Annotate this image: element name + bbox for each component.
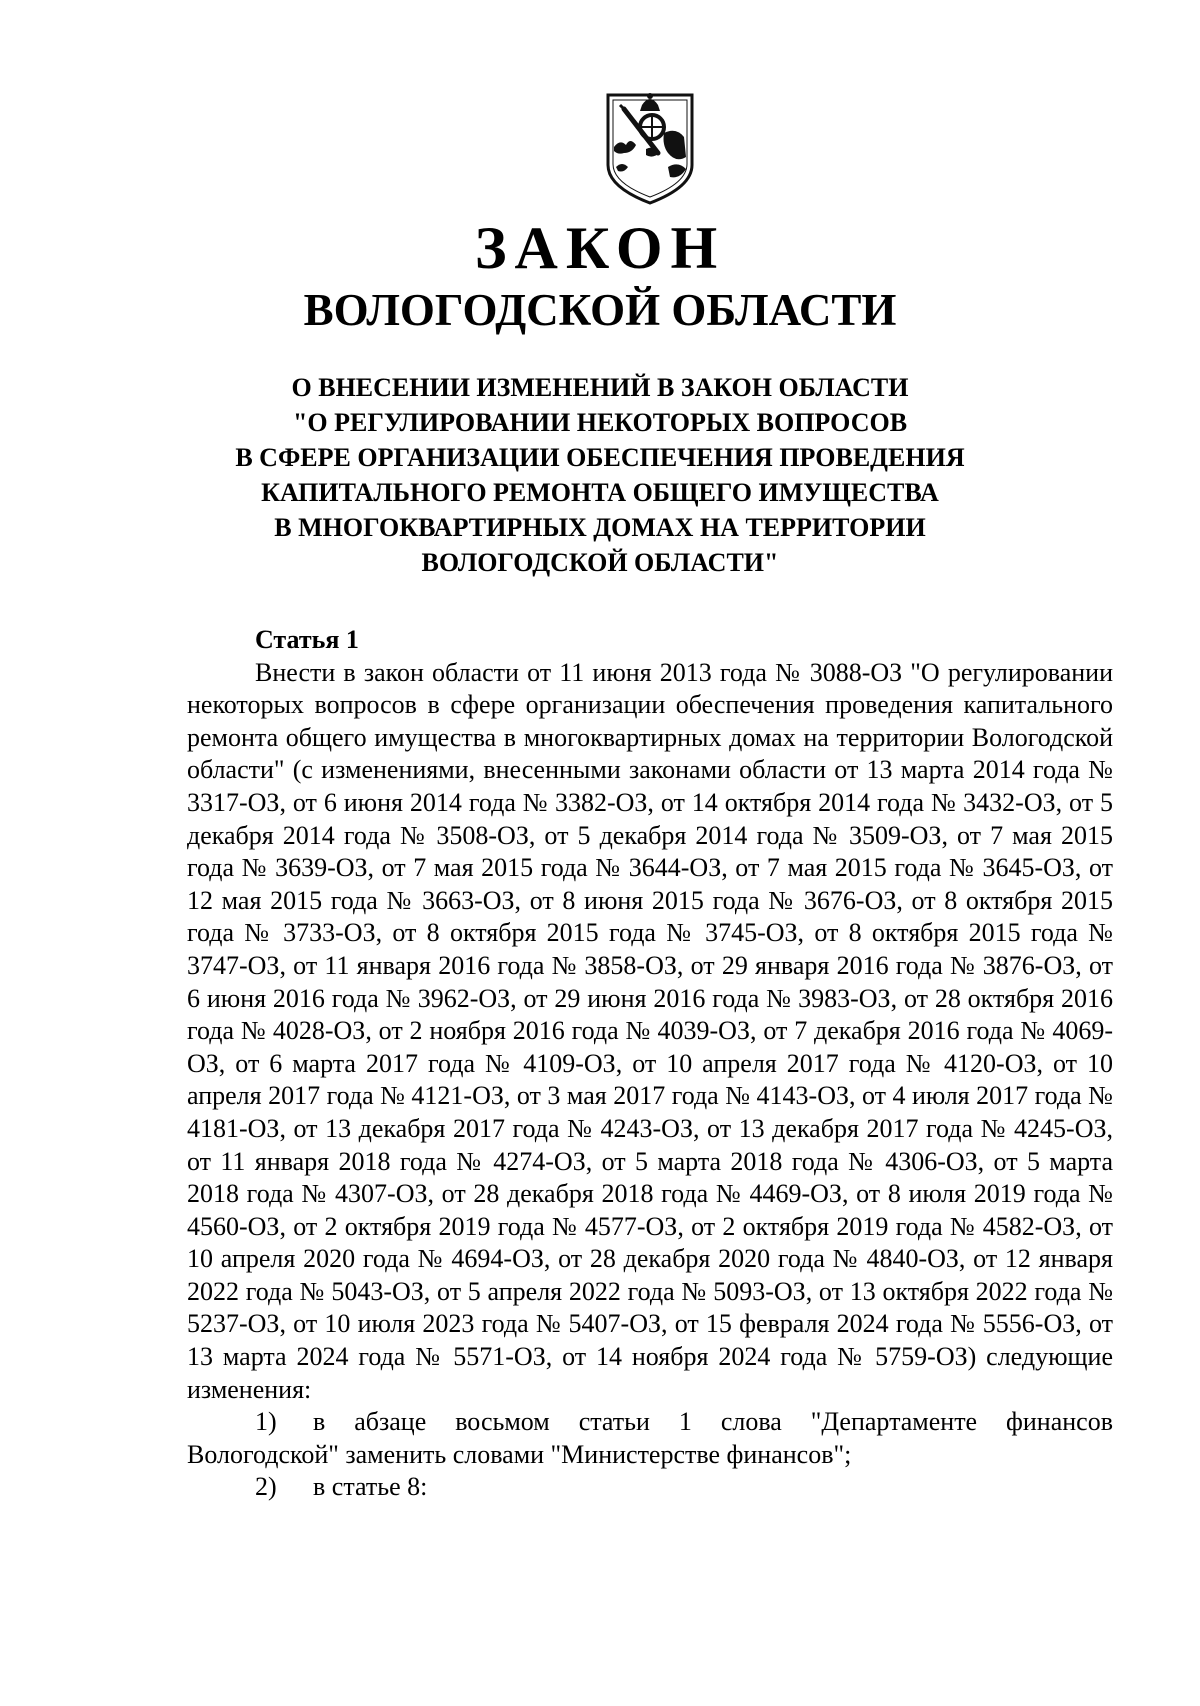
list-item	[187, 1471, 1113, 1504]
subject-line: В СФЕРЕ ОРГАНИЗАЦИИ ОБЕСПЕЧЕНИЯ ПРОВЕДЕНИЯ	[235, 443, 965, 472]
subject-line: "О РЕГУЛИРОВАНИИ НЕКОТОРЫХ ВОПРОСОВ	[292, 408, 908, 437]
article-heading: Статья 1	[255, 625, 359, 654]
subject-line: КАПИТАЛЬНОГО РЕМОНТА ОБЩЕГО ИМУЩЕСТВА	[261, 478, 939, 507]
vologda-coat-of-arms-icon	[602, 87, 698, 207]
list-item-number: 1)	[255, 1407, 277, 1437]
law-subject	[200, 370, 1000, 580]
article-intro-paragraph: Внести в закон области от 11 июня 2013 года № 3088-ОЗ "О регулировании некоторых вопросов в сфере организации обеспечения проведения капитального ремонта общего имущества в многоквартирных домах на территории Вологодской области" (с изменениями, внесенными законами области от 13 марта 2014 года № 3317-ОЗ, от 6 июня 2014 года № 3382-ОЗ, от 14 октября 2014 года № 3432-ОЗ, от 5 декабря 2014 года № 3508-ОЗ, от 5 декабря 2014 года № 3509-ОЗ, от 7 мая 2015 года № 3639-ОЗ, от 7 мая 2015 года № 3644-ОЗ, от 7 мая 2015 года № 3645-ОЗ, от 12 мая 2015 года № 3663-ОЗ, от 8 июня 2015 года № 3676-ОЗ, от 8 октября 2015 года № 3733-ОЗ, от 8 октября 2015 года № 3745-ОЗ, от 8 октября 2015 года № 3747-ОЗ, от 11 января 2016 года № 3858-ОЗ, от 29 января 2016 года № 3876-ОЗ, от 6 июня 2016 года № 3962-ОЗ, от 29 июня 2016 года № 3983-ОЗ, от 28 октября 2016 года № 4028-ОЗ, от 2 ноября 2016 года № 4039-ОЗ, от 7 декабря 2016 года № 4069-ОЗ, от 6 марта 2017 года № 4109-ОЗ, от 10 апреля 2017 года № 4120-ОЗ, от 10 апреля 2017 года № 4121-ОЗ, от 3 мая 2017 года № 4143-ОЗ, от 4 июля 2017 года № 4181-ОЗ, от 13 декабря 2017 года № 4243-ОЗ, от 13 декабря 2017 года № 4245-ОЗ, от 11 января 2018 года № 4274-ОЗ, от 5 марта 2018 года № 4306-ОЗ, от 5 марта 2018 года № 4307-ОЗ, от 28 декабря 2018 года № 4469-ОЗ, от 8 июля 2019 года № 4560-ОЗ, от 2 октября 2019 года № 4577-ОЗ, от 2 октября 2019 года № 4582-ОЗ, от 10 апреля 2020 года № 4694-ОЗ, от 28 декабря 2020 года № 4840-ОЗ, от 12 января 2022 года № 5043-ОЗ, от 5 апреля 2022 года № 5093-ОЗ, от 13 октября 2022 года № 5237-ОЗ, от 10 июля 2023 года № 5407-ОЗ, от 15 февраля 2024 года № 5556-ОЗ, от 13 марта 2024 года № 5571-ОЗ, от 14 ноября 2024 года № 5759-ОЗ) следующие изменения:	[187, 657, 1113, 1404]
law-title: ЗАКОН	[474, 215, 726, 281]
subject-line: ВОЛОГОДСКОЙ ОБЛАСТИ"	[421, 548, 779, 577]
list-item	[187, 1406, 1113, 1471]
list-item-text: в статье 8:	[313, 1472, 428, 1502]
subject-line: О ВНЕСЕНИИ ИЗМЕНЕНИЙ В ЗАКОН ОБЛАСТИ	[291, 373, 909, 402]
region-title: ВОЛОГОДСКОЙ ОБЛАСТИ	[303, 285, 897, 335]
subject-line: В МНОГОКВАРТИРНЫХ ДОМАХ НА ТЕРРИТОРИИ	[274, 513, 926, 542]
list-item-text: в абзаце восьмом статьи 1 слова "Департаменте финансов Вологодской" заменить словами "Министерстве финансов";	[187, 1407, 1113, 1469]
list-item-number: 2)	[255, 1472, 277, 1502]
article-body	[187, 624, 1113, 1504]
